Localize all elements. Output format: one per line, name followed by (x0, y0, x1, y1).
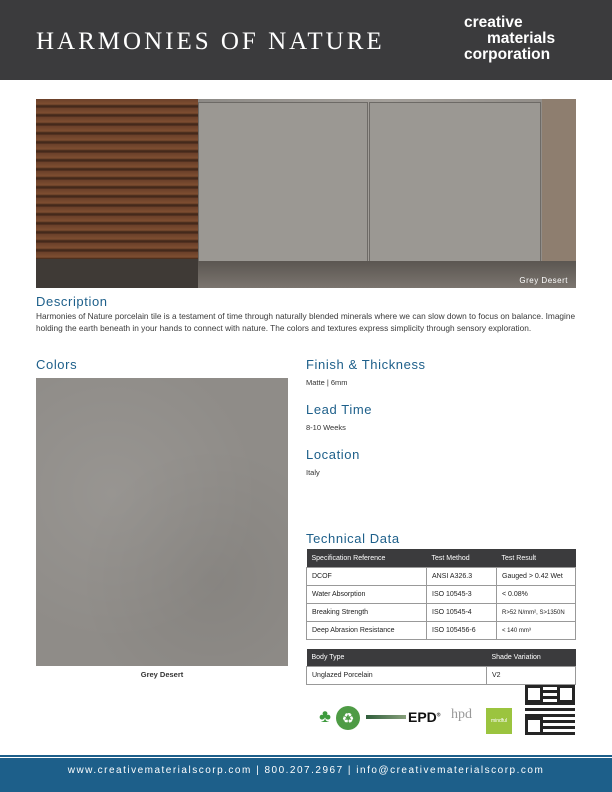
column-header: Shade Variation (487, 649, 576, 667)
table-cell: Water Absorption (307, 586, 427, 604)
table-cell: Gauged > 0.42 Wet (497, 568, 576, 586)
page-title: HARMONIES OF NATURE (36, 28, 385, 55)
description-text: Harmonies of Nature porcelain tile is a testament of time through naturally blended minerals where we can slow down to focus on balance. Imagine holding the earth beneath in your hands to connect with nature. The colors and textures express simplicity through sensory exploration. (36, 311, 576, 333)
description-heading: Description (36, 294, 108, 309)
column-header: Test Result (497, 549, 576, 568)
epd-logo-text: EPD (408, 709, 437, 725)
recycle-icon: ♻ (336, 706, 360, 730)
body-type-table (306, 649, 576, 685)
swatch-label: Grey Desert (140, 670, 184, 679)
hpd-logo: hpd (451, 707, 472, 722)
brand-logo (464, 15, 555, 63)
footer-rule (0, 755, 612, 757)
table-cell: Breaking Strength (307, 604, 427, 622)
table-cell: ISO 10545-3 (427, 586, 497, 604)
table-cell: Deep Abrasion Resistance (307, 622, 427, 640)
finish-value: Matte | 6mm (306, 378, 348, 387)
lead-time-value: 8-10 Weeks (306, 423, 346, 432)
column-header: Test Method (427, 549, 497, 568)
clover-icon: ♣ (319, 706, 331, 726)
table-cell: R>52 N/mm², S>1350N (497, 604, 576, 622)
qr-corner (525, 685, 543, 703)
mindful-logo: mindful (486, 708, 512, 734)
table-row (307, 622, 576, 640)
column-header: Body Type (307, 649, 487, 667)
table-cell: ISO 10545-4 (427, 604, 497, 622)
location-heading: Location (306, 447, 360, 462)
qr-corner (557, 685, 575, 703)
qr-code-icon[interactable] (525, 685, 575, 735)
hero-slats-base (36, 259, 198, 288)
brand-line-2: materials (487, 30, 556, 47)
table-cell: ANSI A326.3 (427, 568, 497, 586)
hero-right-wall (542, 99, 576, 288)
table-row (307, 667, 576, 685)
column-header: Specification Reference (307, 549, 427, 568)
table-header-row (307, 549, 576, 568)
brand-line-1: creative (464, 14, 523, 31)
table-header-row (307, 649, 576, 667)
header (0, 0, 612, 80)
brand-line-3: corporation (464, 46, 551, 63)
technical-heading: Technical Data (306, 531, 400, 546)
finish-heading: Finish & Thickness (306, 357, 426, 372)
lead-time-heading: Lead Time (306, 402, 373, 417)
hero-wood-slats (36, 99, 198, 259)
technical-table (306, 549, 576, 640)
table-cell: DCOF (307, 568, 427, 586)
footer (0, 758, 612, 792)
table-cell: < 0.08% (497, 586, 576, 604)
table-row (307, 586, 576, 604)
hero-tile-panel (369, 102, 541, 264)
colors-heading: Colors (36, 357, 78, 372)
table-cell: V2 (487, 667, 576, 685)
qr-corner (525, 717, 543, 735)
table-row (307, 568, 576, 586)
hero-caption: Grey Desert (519, 276, 568, 285)
table-cell: ISO 105456-6 (427, 622, 497, 640)
table-cell: Unglazed Porcelain (307, 667, 487, 685)
table-row (307, 604, 576, 622)
table-cell: < 140 mm³ (497, 622, 576, 640)
location-value: Italy (306, 468, 320, 477)
certification-logos (314, 703, 576, 737)
hero-image (36, 99, 576, 288)
epd-bar (366, 715, 406, 719)
footer-contact: www.creativematerialscorp.com | 800.207.2967 | info@creativematerialscorp.com (67, 765, 545, 776)
epd-logo: EPD® (408, 709, 441, 725)
color-swatch (36, 378, 288, 666)
hero-tile-panel (198, 102, 368, 264)
